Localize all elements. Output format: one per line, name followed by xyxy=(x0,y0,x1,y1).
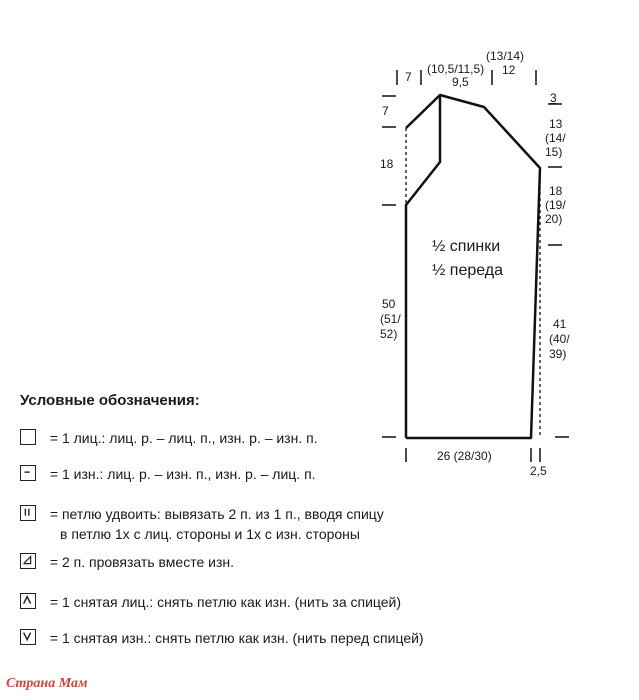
dim-left-neck-drop: 7 xyxy=(382,104,389,118)
dim-top-sleeve-main: 12 xyxy=(502,63,516,77)
dim-left-body-1: 50 xyxy=(382,297,396,311)
legend-title: Условные обозначения: xyxy=(20,392,200,409)
legend-item-text-2: в петлю 1х с лиц. стороны и 1х с изн. стороны xyxy=(60,526,360,542)
dim-left-armhole: 18 xyxy=(380,157,394,171)
dim-top-neck: (10,5/11,5) xyxy=(427,62,485,76)
watermark: Страна Мам xyxy=(6,676,88,691)
dim-right-cap-2: (14/ xyxy=(545,131,566,145)
legend-item-knit xyxy=(20,428,318,448)
dim-right-top: 3 xyxy=(550,91,557,105)
caret-up-square-icon xyxy=(20,593,36,609)
label-front: ½ переда xyxy=(432,262,504,279)
legend-item-text: = 1 снятая изн.: снять петлю как изн. (нить перед спицей) xyxy=(49,630,424,646)
dim-right-cap-3: 15) xyxy=(545,145,563,159)
double-bar-square-icon xyxy=(20,505,36,521)
dim-right-mid-2: (19/ xyxy=(545,198,566,212)
dim-right-side-1: 41 xyxy=(553,317,567,331)
dim-top-sleeve: (13/14) xyxy=(486,49,525,63)
dim-top-neck-main: 9,5 xyxy=(452,75,469,89)
dim-top-left-shoulder: 7 xyxy=(405,70,412,84)
legend-item-increase xyxy=(20,504,384,544)
empty-square-icon xyxy=(20,429,36,445)
minus-square-icon xyxy=(20,465,36,481)
dim-right-mid-1: 18 xyxy=(549,184,563,198)
legend-item-text: = петлю удвоить: вывязать 2 п. из 1 п., вводя спицу xyxy=(49,506,384,522)
legend-item-text: = 2 п. провязать вместе изн. xyxy=(49,554,234,570)
caret-down-square-icon xyxy=(20,629,36,645)
label-back: ½ спинки xyxy=(432,238,501,255)
dim-bottom-width: 26 (28/30) xyxy=(437,449,492,463)
triangle-square-icon xyxy=(20,553,36,569)
legend-item-purl xyxy=(20,464,316,484)
legend-item-text: = 1 изн.: лиц. р. – изн. п., изн. р. – лиц. п. xyxy=(49,466,316,482)
left-ticks xyxy=(382,96,396,437)
dim-right-side-3: 39) xyxy=(549,347,567,361)
legend-item-p2tog xyxy=(20,552,234,572)
dim-right-side-2: (40/ xyxy=(549,332,570,346)
dim-right-cap-1: 13 xyxy=(549,117,563,131)
legend-item-slip-knit xyxy=(20,592,401,612)
dim-bottom-hem: 2,5 xyxy=(530,464,547,478)
legend-item-text: = 1 снятая лиц.: снять петлю как изн. (нить за спицей) xyxy=(49,594,402,610)
legend-item-text: = 1 лиц.: лиц. р. – лиц. п., изн. р. – изн. п. xyxy=(49,430,318,446)
dim-left-body-3: 52) xyxy=(380,327,398,341)
dim-left-body-2: (51/ xyxy=(380,312,401,326)
legend-item-slip-purl xyxy=(20,628,424,648)
dim-right-mid-3: 20) xyxy=(545,212,563,226)
